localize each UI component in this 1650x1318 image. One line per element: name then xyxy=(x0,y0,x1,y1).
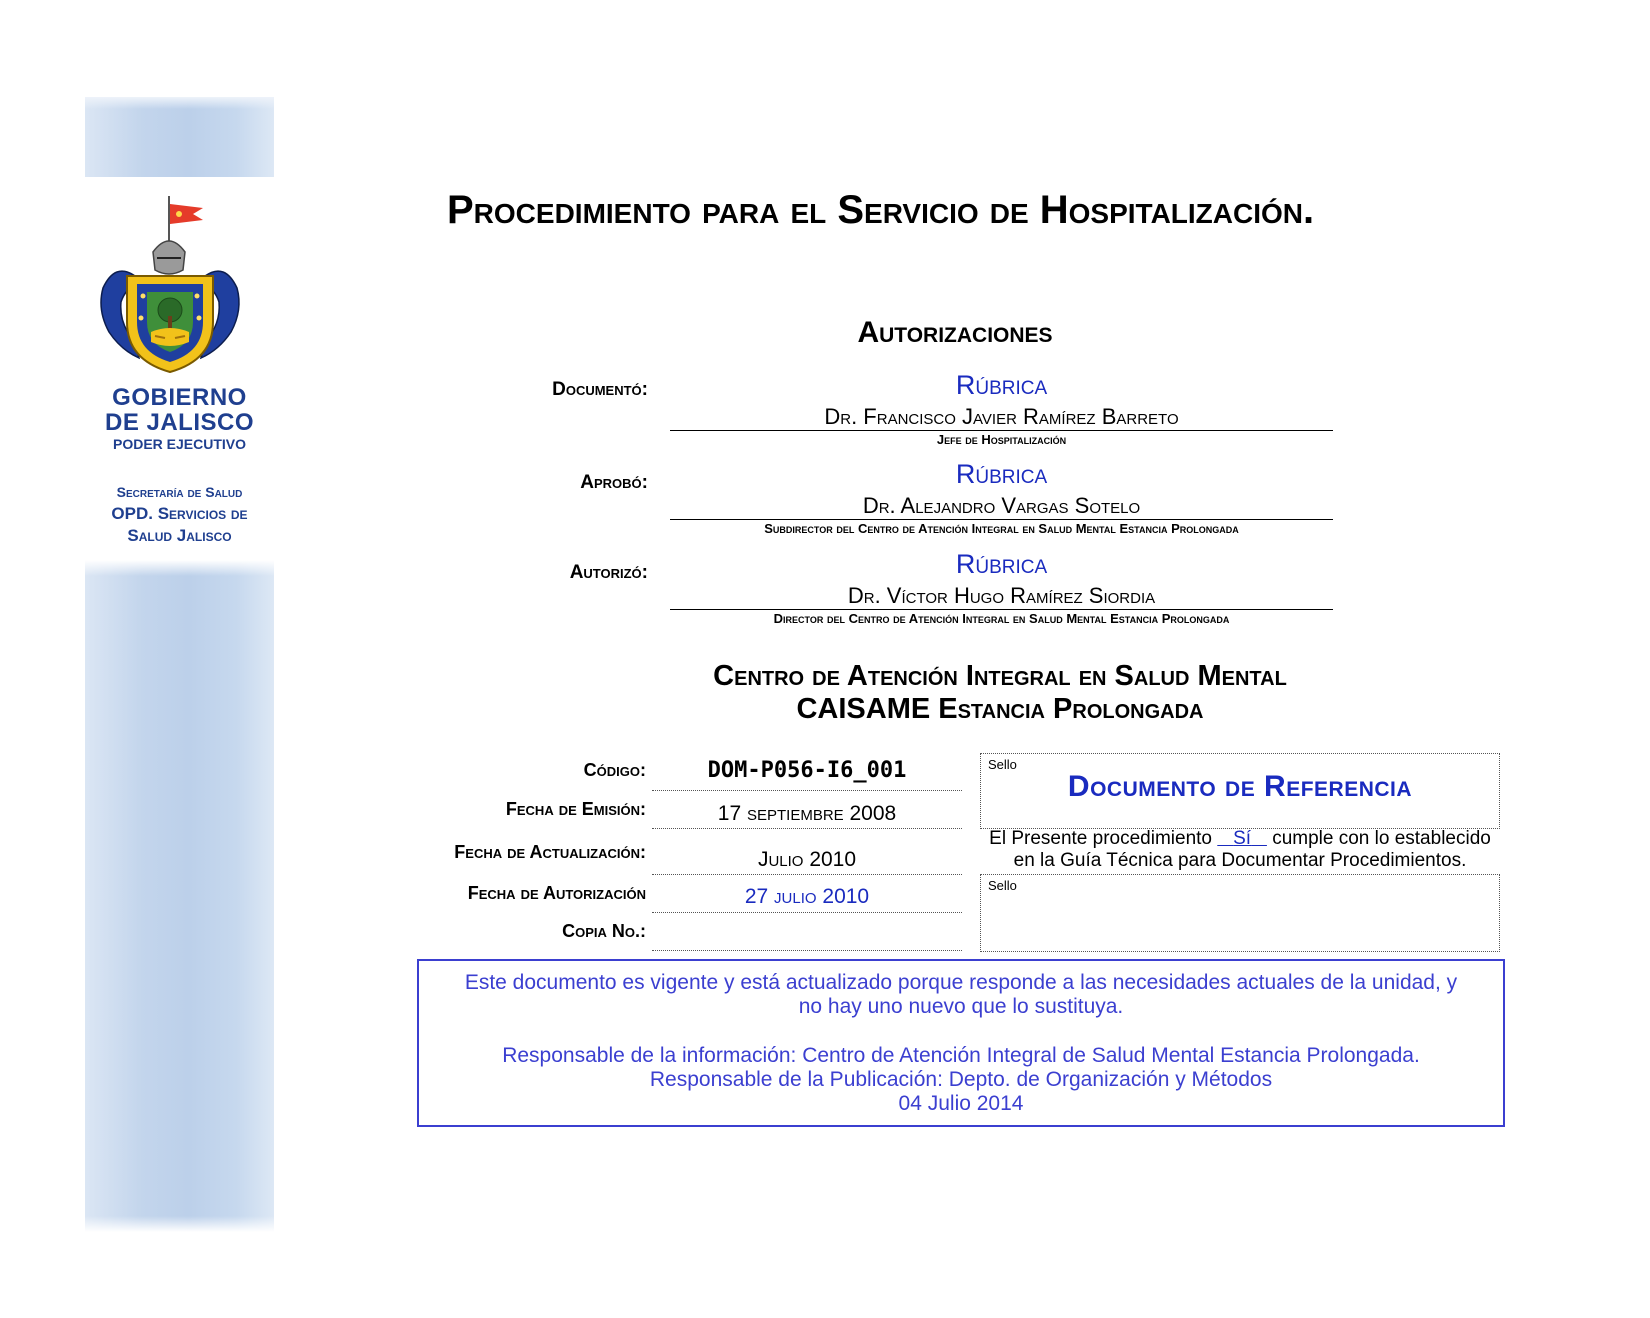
fecha-emision-label: Fecha de Emisión: xyxy=(505,799,646,819)
coat-of-arms-logo xyxy=(95,192,245,382)
field-line xyxy=(652,950,962,951)
signature-label-autorizo: Autorizó: xyxy=(569,562,648,583)
document-title: Procedimiento para el Servicio de Hospitalización. xyxy=(447,188,1315,232)
signature-name: Dr. Víctor Hugo Ramírez Siordia xyxy=(847,583,1156,608)
sello-box-bottom xyxy=(980,874,1500,952)
cumple-si-value: Sí xyxy=(1233,828,1252,849)
gobierno-jalisco-logo-text xyxy=(85,385,274,453)
field-line xyxy=(652,912,962,913)
notice-vigencia-text: Este documento es vigente y está actualizado porque responde a las necesidades actuales de la unidad, y no hay uno nuevo que lo sustituya. xyxy=(464,971,1458,1018)
cumple-text-pre: El Presente procedimiento xyxy=(989,828,1212,849)
signature-line xyxy=(670,519,1333,520)
vigencia-notice-box xyxy=(417,959,1505,1127)
gov-line-3: PODER EJECUTIVO xyxy=(112,436,247,452)
field-line xyxy=(652,874,962,875)
signature-role: Subdirector del Centro de Atención Integral en Salud Mental Estancia Prolongada xyxy=(764,521,1239,536)
notice-responsable-publicacion: Responsable de la Publicación: Depto. de Organización y Métodos xyxy=(649,1068,1273,1091)
sello-label: Sello xyxy=(988,878,1017,893)
sello-box-top xyxy=(980,753,1500,829)
signature-rubrica: Rúbrica xyxy=(955,459,1048,489)
notice-responsable-info: Responsable de la información: Centro de Atención Integral de Salud Mental Estancia Prolongada. xyxy=(502,1044,1420,1067)
documento-referencia-stamp: Documento de Referencia xyxy=(1067,770,1413,803)
signature-label-aprobo: Aprobó: xyxy=(580,472,648,493)
fecha-emision-value: 17 septiembre 2008 xyxy=(717,802,897,825)
gov-line-2: DE JALISCO xyxy=(104,409,255,436)
field-line xyxy=(652,828,962,829)
sidebar-top-band xyxy=(85,97,274,177)
fecha-autorizacion-label: Fecha de Autorización xyxy=(467,883,646,903)
signature-role: Director del Centro de Atención Integral en Salud Mental Estancia Prolongada xyxy=(773,611,1230,626)
signature-label-documento: Documentó: xyxy=(552,379,648,400)
cumple-text-post: cumple con lo establecido xyxy=(1272,828,1491,849)
field-line xyxy=(652,790,962,791)
fecha-actualizacion-label: Fecha de Actualización: xyxy=(454,842,646,862)
codigo-label: Código: xyxy=(583,760,646,780)
authorizations-heading: Autorizaciones xyxy=(857,316,1053,349)
fecha-actualizacion-value: Julio 2010 xyxy=(757,848,857,871)
signature-name: Dr. Francisco Javier Ramírez Barreto xyxy=(824,404,1179,429)
secretaria-salud-text xyxy=(85,481,274,547)
cumple-statement xyxy=(980,828,1500,872)
center-title-line-1: Centro de Atención Integral en Salud Mental xyxy=(713,660,1287,692)
sec-line-2a: OPD. xyxy=(111,504,153,523)
notice-date: 04 Julio 2014 xyxy=(898,1092,1024,1115)
gov-line-1: GOBIERNO xyxy=(112,384,247,411)
signature-rubrica: Rúbrica xyxy=(955,370,1048,400)
sidebar-bottom-band xyxy=(85,560,274,1232)
copia-no-label: Copia No.: xyxy=(562,921,646,941)
cumple-text-line-2: en la Guía Técnica para Documentar Procedimientos. xyxy=(1013,850,1467,871)
signature-line xyxy=(670,430,1333,431)
signature-line xyxy=(670,609,1333,610)
sec-line-3: Salud Jalisco xyxy=(127,526,232,545)
sello-label: Sello xyxy=(988,757,1017,772)
signature-role: Jefe de Hospitalización xyxy=(936,432,1067,447)
signature-name: Dr. Alejandro Vargas Sotelo xyxy=(862,493,1141,518)
center-title-line-2: CAISAME Estancia Prolongada xyxy=(796,693,1204,725)
sec-line-1: Secretaría de Salud xyxy=(116,484,243,500)
codigo-value: DOM-P056-I6_001 xyxy=(707,758,907,783)
sec-line-2b: Servicios de xyxy=(157,504,248,523)
signature-rubrica: Rúbrica xyxy=(955,549,1048,579)
fecha-autorizacion-value: 27 julio 2010 xyxy=(744,885,870,908)
